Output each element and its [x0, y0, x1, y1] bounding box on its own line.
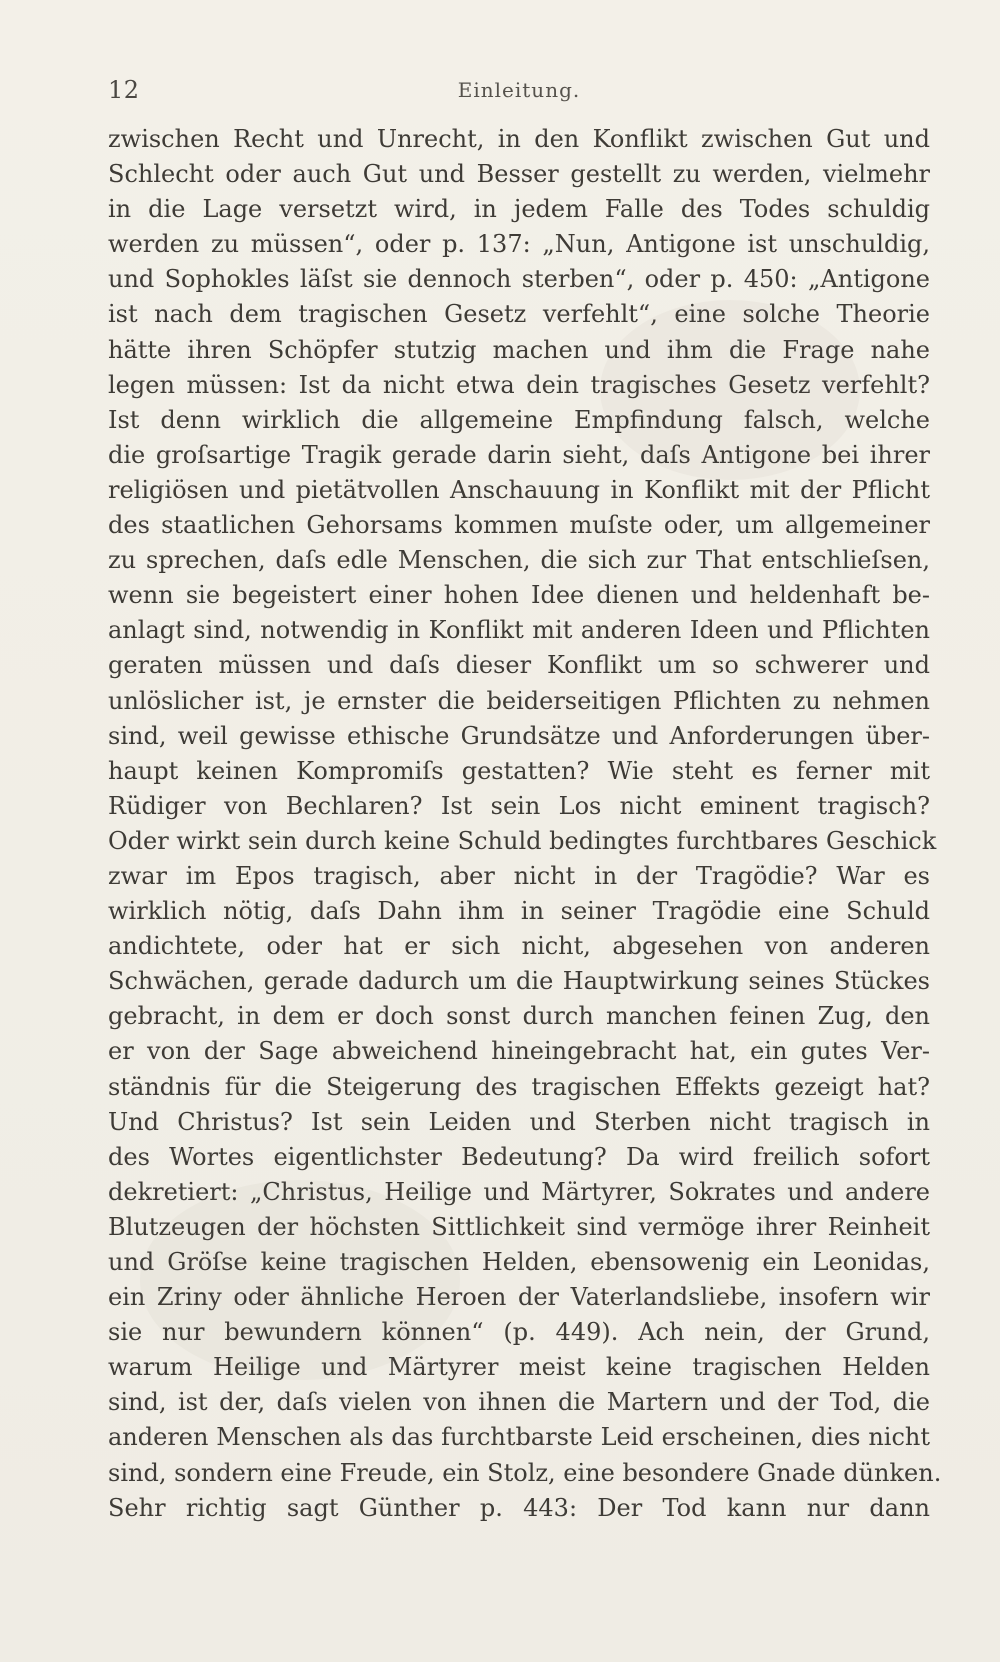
- text-line: zwischen Recht und Unrecht, in den Konflikt zwischen Gut und: [108, 125, 930, 153]
- text-line: Schwächen, gerade dadurch um die Hauptwirkung seines Stückes: [108, 967, 930, 996]
- text-line: werden zu müssen“, oder p. 137: „Nun, Antigone ist unschuldig,: [108, 230, 930, 259]
- text-line: er von der Sage abweichend hineingebracht hat, ein gutes Ver-: [108, 1037, 930, 1066]
- text-line: sind, ist der, daſs vielen von ihnen die Martern und der Tod, die: [108, 1388, 930, 1417]
- body-text: [108, 122, 942, 1552]
- text-line: legen müssen: Ist da nicht etwa dein tragisches Gesetz verfehlt?: [108, 370, 930, 399]
- text-line: des staatlichen Gehorsams kommen muſste oder, um allgemeiner: [108, 511, 930, 540]
- text-line: wenn sie begeistert einer hohen Idee dienen und heldenhaft be-: [108, 581, 930, 610]
- text-line: sie nur bewundern können“ (p. 449). Ach nein, der Grund,: [108, 1318, 930, 1347]
- text-line: zu sprechen, daſs edle Menschen, die sich zur That entschlieſsen,: [108, 546, 930, 575]
- text-line: ist nach dem tragischen Gesetz verfehlt“, eine solche Theorie: [108, 300, 930, 329]
- text-line: des Wortes eigentlichster Bedeutung? Da wird freilich sofort: [108, 1142, 930, 1171]
- text-line: und Sophokles läſst sie dennoch sterben“, oder p. 450: „Antigone: [108, 265, 930, 294]
- text-line: geraten müssen und daſs dieser Konflikt um so schwerer und: [108, 651, 930, 680]
- text-line: Blutzeugen der höchsten Sittlichkeit sind vermöge ihrer Reinheit: [108, 1212, 930, 1241]
- text-line: dekretiert: „Christus, Heilige und Märtyrer, Sokrates und andere: [108, 1177, 930, 1206]
- text-line: zwar im Epos tragisch, aber nicht in der Tragödie? War es: [108, 861, 930, 890]
- text-line: hätte ihren Schöpfer stutzig machen und ihm die Frage nahe: [108, 335, 930, 364]
- text-line: unlöslicher ist, je ernster die beiderseitigen Pflichten zu nehmen: [108, 686, 930, 715]
- text-line: anderen Menschen als das furchtbarste Leid erscheinen, dies nicht: [108, 1423, 930, 1452]
- text-line: und Gröſse keine tragischen Helden, ebensowenig ein Leonidas,: [108, 1248, 930, 1276]
- text-line: sind, weil gewisse ethische Grundsätze und Anforderungen über-: [108, 721, 930, 750]
- text-line: ein Zriny oder ähnliche Heroen der Vaterlandsliebe, insofern wir: [108, 1283, 930, 1312]
- text-line: wirklich nötig, daſs Dahn ihm in seiner Tragödie eine Schuld: [108, 897, 930, 926]
- text-line: die groſsartige Tragik gerade darin sieht, daſs Antigone bei ihrer: [108, 440, 930, 469]
- text-line: ständnis für die Steigerung des tragischen Effekts gezeigt hat?: [108, 1072, 930, 1101]
- text-line: warum Heilige und Märtyrer meist keine tragischen Helden: [108, 1353, 930, 1382]
- text-line: religiösen und pietätvollen Anschauung in Konflikt mit der Pflicht: [108, 475, 930, 504]
- page-number: 12: [108, 76, 140, 104]
- text-line: Rüdiger von Bechlaren? Ist sein Los nicht eminent tragisch?: [108, 791, 930, 820]
- text-line: Schlecht oder auch Gut und Besser gestellt zu werden, vielmehr: [108, 160, 930, 189]
- text-line: sind, sondern eine Freude, ein Stolz, eine besondere Gnade dünken.: [108, 1458, 942, 1487]
- running-head-title: Einleitung.: [457, 78, 581, 102]
- text-line: in die Lage versetzt wird, in jedem Falle des Todes schuldig: [108, 195, 930, 224]
- text-line: Und Christus? Ist sein Leiden und Sterben nicht tragisch in: [108, 1107, 930, 1136]
- text-line: andichtete, oder hat er sich nicht, abgesehen von anderen: [108, 932, 930, 961]
- text-line: anlagt sind, notwendig in Konflikt mit anderen Ideen und Pflichten: [108, 616, 930, 645]
- text-line: gebracht, in dem er doch sonst durch manchen feinen Zug, den: [108, 1002, 930, 1031]
- text-line: Ist denn wirklich die allgemeine Empfindung falsch, welche: [108, 405, 930, 434]
- text-line: Oder wirkt sein durch keine Schuld bedingtes furchtbares Geschick: [108, 826, 937, 855]
- text-line: Sehr richtig sagt Günther p. 443: Der Tod kann nur dann: [108, 1493, 930, 1522]
- running-head: [108, 76, 930, 116]
- text-line: haupt keinen Kompromiſs gestatten? Wie steht es ferner mit: [108, 756, 930, 785]
